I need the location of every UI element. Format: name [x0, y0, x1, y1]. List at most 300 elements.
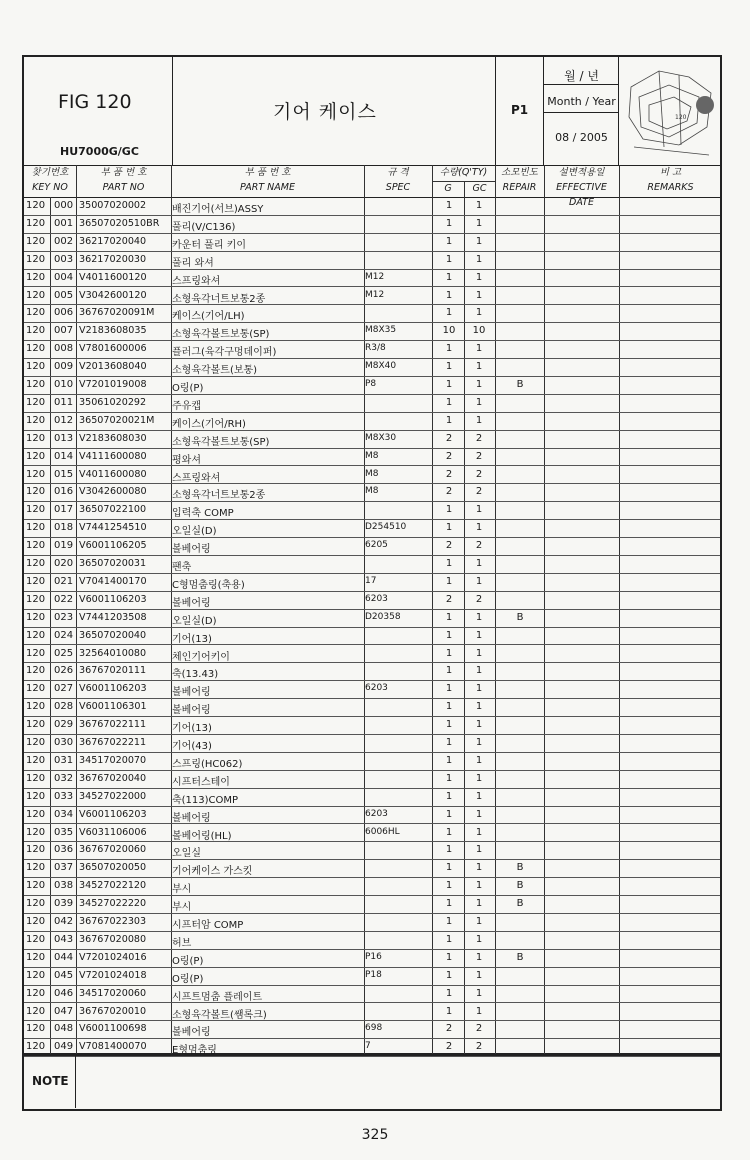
qty-g: 1: [445, 951, 453, 963]
fig-no: 120: [26, 629, 46, 641]
key-no: 034: [54, 808, 74, 820]
qty-gc: 1: [475, 253, 483, 265]
fig-cell: [24, 57, 173, 165]
qty-g: 1: [445, 772, 453, 784]
fig-no: 120: [26, 1005, 46, 1017]
table-row: [24, 716, 720, 735]
spec: M8: [365, 468, 379, 479]
table-row: [24, 877, 720, 896]
spec: P16: [365, 951, 382, 962]
key-no: 027: [54, 683, 74, 695]
table-row: [24, 662, 720, 681]
table-row: [24, 841, 720, 860]
part-name: 체인기어키이: [172, 651, 230, 663]
col-part-name: 부 품 번 호 PART NAME: [240, 167, 295, 193]
part-no: 36507020050: [79, 862, 147, 874]
qty-g: 1: [445, 414, 453, 426]
col-repair: 소모빈도 REPAIR: [501, 167, 538, 193]
fig-no: 120: [26, 540, 46, 552]
part-name: 볼베어링: [172, 812, 211, 824]
part-name: 주유캡: [172, 400, 201, 412]
qty-g: 1: [445, 647, 453, 659]
fig-no: 120: [26, 790, 46, 802]
part-no: V7041400170: [79, 575, 147, 587]
key-no: 047: [54, 1005, 74, 1017]
qty-g: 1: [445, 826, 453, 838]
key-no: 038: [54, 880, 74, 892]
part-name: 볼베어링: [172, 687, 211, 699]
qty-g: 2: [445, 593, 453, 605]
qty-g: 1: [445, 629, 453, 641]
qty-g: 2: [445, 1041, 453, 1053]
table-row: [24, 448, 720, 467]
part-name: 볼베어링(HL): [172, 830, 232, 842]
key-no: 022: [54, 593, 74, 605]
qty-g: 1: [445, 307, 453, 319]
part-name: 볼베어링: [172, 705, 211, 717]
qty-g: 1: [445, 987, 453, 999]
table-row: [24, 609, 720, 628]
part-no: V4111600080: [79, 450, 147, 462]
part-no: 36217020040: [79, 235, 147, 247]
fig-no: 120: [26, 468, 46, 480]
table-row: [24, 752, 720, 771]
table-row: [24, 824, 720, 843]
part-name: 소형육각볼트(쌤록크): [172, 1009, 267, 1021]
part-name: O링(P): [172, 973, 204, 985]
qty-g: 1: [445, 880, 453, 892]
part-name: 배진기어(서브)ASSY: [172, 204, 264, 215]
spec: M12: [365, 271, 385, 282]
part-name: 시프트멈춤 플레이트: [172, 991, 263, 1003]
qty-gc: 1: [475, 826, 483, 838]
table-row: [24, 519, 720, 538]
page-number: 325: [361, 1127, 389, 1143]
qty-g: 1: [445, 916, 453, 927]
fig-no: 120: [26, 987, 46, 999]
fig-no: 120: [26, 217, 46, 229]
qty-g: 1: [445, 200, 453, 211]
fig-no: 120: [26, 522, 46, 534]
parts-table-frame: [22, 55, 722, 1055]
part-name: 카운터 풀리 키이: [172, 239, 246, 251]
part-no: V6001100698: [79, 1023, 147, 1035]
part-no: 36767020040: [79, 772, 147, 784]
part-no: V2183608030: [79, 432, 147, 444]
fig-no: 120: [26, 253, 46, 265]
table-row: [24, 555, 720, 574]
qty-g: 2: [445, 486, 453, 498]
qty-g: 1: [445, 379, 453, 390]
table-row: [24, 913, 720, 932]
repair-code: B: [516, 898, 524, 910]
qty-gc: 1: [475, 271, 483, 283]
qty-gc: 1: [475, 647, 483, 659]
key-no: 049: [54, 1041, 74, 1053]
fig-no: 120: [26, 862, 46, 874]
model-name: HU7000G/GC: [60, 145, 139, 158]
qty-gc: 1: [475, 951, 483, 963]
qty-gc: 1: [475, 808, 483, 820]
fig-no: 120: [26, 754, 46, 766]
qty-gc: 2: [475, 432, 483, 444]
qty-g: 1: [445, 289, 453, 301]
key-no: 015: [54, 468, 74, 480]
table-row: [24, 287, 720, 306]
table-row: [24, 233, 720, 252]
fig-no: 120: [26, 235, 46, 247]
spec: 6205: [365, 540, 388, 551]
qty-gc: 1: [475, 1005, 483, 1017]
spec: M8: [365, 450, 379, 461]
part-name: 오일실: [172, 848, 201, 860]
part-name: O링(P): [172, 955, 204, 967]
qty-g: 1: [445, 1005, 453, 1017]
qty-gc: 2: [475, 486, 483, 498]
part-no: V7801600006: [79, 343, 147, 355]
table-row: [24, 322, 720, 341]
qty-gc: 1: [475, 289, 483, 301]
key-no: 010: [54, 379, 74, 390]
part-name: 소형육각볼트보통(SP): [172, 436, 270, 448]
key-no: 020: [54, 558, 74, 569]
part-no: V4011600120: [79, 271, 147, 283]
qty-gc: 2: [475, 450, 483, 462]
repair-code: B: [516, 951, 524, 963]
key-no: 016: [54, 486, 74, 498]
spec: M8X35: [365, 325, 397, 336]
month-year-cell: [544, 57, 619, 165]
key-no: 026: [54, 665, 74, 677]
table-row: [24, 806, 720, 825]
part-name: 기어케이스 가스킷: [172, 866, 253, 878]
part-name: 축(13.43): [172, 669, 219, 681]
table-row: [24, 483, 720, 502]
fig-no: 120: [26, 772, 46, 784]
fig-no: 120: [26, 593, 46, 605]
key-no: 043: [54, 933, 74, 945]
col-qty-g: G: [444, 183, 452, 194]
fig-no: 120: [26, 558, 46, 569]
note-label-cell: [24, 1056, 76, 1108]
table-row: [24, 412, 720, 431]
part-no: V6001106205: [79, 540, 147, 552]
key-no: 048: [54, 1023, 74, 1035]
part-no: 36507020021M: [79, 414, 155, 426]
qty-g: 1: [445, 933, 453, 945]
spec: M8X30: [365, 432, 397, 443]
fig-no: 120: [26, 665, 46, 677]
key-no: 008: [54, 343, 74, 355]
part-no: V7201019008: [79, 379, 147, 390]
spec: P8: [365, 379, 377, 389]
part-name: 풀리 와셔: [172, 257, 214, 269]
part-no: 36767022111: [79, 719, 147, 731]
table-row: [24, 466, 720, 485]
part-no: V6001106203: [79, 593, 147, 605]
table-row: [24, 627, 720, 646]
col-qty: 수량(Q'TY): [439, 167, 488, 178]
key-no: 005: [54, 289, 74, 301]
key-no: 028: [54, 701, 74, 713]
part-name: 소형육각볼트보통(SP): [172, 329, 270, 341]
part-name: 소형육각너트보통2종: [172, 293, 266, 305]
part-name: 축(113)COMP: [172, 794, 239, 806]
thumbnail-cell: [619, 57, 722, 165]
title-cell: [173, 57, 496, 165]
fig-no: 120: [26, 933, 46, 945]
part-name: 볼베어링: [172, 597, 211, 609]
repair-code: B: [516, 880, 524, 892]
part-name: 시프터스테이: [172, 776, 230, 788]
qty-gc: 1: [475, 898, 483, 910]
qty-gc: 1: [475, 772, 483, 784]
part-name: 풀리(V/C136): [172, 221, 236, 233]
part-name: 오일실(D): [172, 615, 217, 627]
table-row: [24, 985, 720, 1004]
fig-no: 120: [26, 432, 46, 444]
key-no: 031: [54, 754, 74, 766]
table-row: [24, 269, 720, 288]
part-no: 34517020060: [79, 987, 147, 999]
qty-g: 1: [445, 217, 453, 229]
qty-gc: 1: [475, 235, 483, 247]
qty-g: 1: [445, 898, 453, 910]
qty-g: 2: [445, 432, 453, 444]
qty-gc: 1: [475, 200, 483, 211]
fig-no: 120: [26, 701, 46, 713]
part-no: 36507020040: [79, 629, 147, 641]
key-no: 024: [54, 629, 74, 641]
spec: 7: [365, 1041, 371, 1052]
qty-gc: 1: [475, 790, 483, 802]
fig-no: 120: [26, 1023, 46, 1035]
spec: 17: [365, 575, 377, 586]
qty-gc: 1: [475, 701, 483, 713]
part-no: V6001106203: [79, 808, 147, 820]
qty-g: 1: [445, 396, 453, 408]
part-no: V7441203508: [79, 611, 147, 623]
fig-no: 120: [26, 289, 46, 301]
spec: D20358: [365, 611, 401, 622]
table-row: [24, 304, 720, 323]
fig-no: 120: [26, 916, 46, 927]
fig-no: 120: [26, 343, 46, 355]
part-name: 부시: [172, 902, 192, 914]
qty-gc: 1: [475, 916, 483, 927]
qty-gc: 1: [475, 719, 483, 731]
col-effective-date: 설변적용일 EFFECTIVE DATE: [556, 167, 607, 208]
table-row: [24, 430, 720, 449]
qty-gc: 1: [475, 880, 483, 892]
key-no: 019: [54, 540, 74, 552]
qty-g: 1: [445, 808, 453, 820]
qty-g: 1: [445, 790, 453, 802]
part-no: 34527022220: [79, 898, 147, 910]
part-name: 시프터암 COMP: [172, 920, 244, 931]
qty-g: 2: [445, 540, 453, 552]
key-no: 025: [54, 647, 74, 659]
qty-g: 1: [445, 361, 453, 373]
qty-gc: 1: [475, 307, 483, 319]
key-no: 039: [54, 898, 74, 910]
fig-no: 120: [26, 969, 46, 981]
fig-no: 120: [26, 504, 46, 516]
part-name: E형멈춤링: [172, 1045, 217, 1057]
repair-code: B: [516, 379, 524, 390]
page-label-cell: [496, 57, 544, 165]
qty-g: 1: [445, 558, 453, 569]
table-row: [24, 501, 720, 520]
key-no: 029: [54, 719, 74, 731]
table-row: [24, 376, 720, 395]
part-no: V2013608040: [79, 361, 147, 373]
part-name: 스프링와셔: [172, 275, 221, 287]
qty-gc: 2: [475, 1041, 483, 1053]
qty-gc: 1: [475, 969, 483, 981]
fig-no: 120: [26, 880, 46, 892]
key-no: 030: [54, 737, 74, 748]
part-no: 36767020091M: [79, 307, 155, 319]
fig-no: 120: [26, 325, 46, 337]
note-label: NOTE: [32, 1074, 69, 1088]
table-row: [24, 340, 720, 359]
key-no: 006: [54, 307, 74, 319]
part-name: 볼베어링: [172, 1027, 211, 1039]
part-name: 입력축 COMP: [172, 508, 234, 520]
qty-g: 1: [445, 235, 453, 247]
part-name: 기어(13): [172, 723, 212, 735]
qty-gc: 1: [475, 522, 483, 534]
key-no: 035: [54, 826, 74, 838]
key-no: 021: [54, 575, 74, 587]
part-no: 32564010080: [79, 647, 147, 659]
fig-no: 120: [26, 611, 46, 623]
fig-no: 120: [26, 396, 46, 408]
col-spec: 규 격 SPEC: [385, 167, 411, 193]
qty-g: 1: [445, 575, 453, 587]
spec: 698: [365, 1023, 383, 1034]
qty-gc: 1: [475, 611, 483, 623]
fig-no: 120: [26, 414, 46, 426]
key-no: 013: [54, 432, 74, 444]
qty-gc: 1: [475, 629, 483, 641]
fig-no: 120: [26, 719, 46, 731]
table-row: [24, 680, 720, 699]
part-name: 소형육각볼트(보통): [172, 365, 258, 377]
fig-no: 120: [26, 737, 46, 748]
part-no: V7441254510: [79, 522, 147, 534]
part-no: 36767020111: [79, 665, 147, 677]
table-row: [24, 251, 720, 270]
col-part-no: 부 품 번 호 PART NO: [100, 167, 147, 193]
qty-g: 1: [445, 522, 453, 534]
part-no: 36507020031: [79, 558, 147, 569]
qty-gc: 10: [472, 325, 486, 337]
part-no: V7201024018: [79, 969, 147, 981]
part-name: 기어(43): [172, 741, 212, 752]
table-row: [24, 197, 720, 216]
key-no: 045: [54, 969, 74, 981]
table-row: [24, 1020, 720, 1039]
page-label: P1: [511, 103, 529, 117]
part-name: 기어(13): [172, 633, 212, 645]
part-no: 35007020002: [79, 200, 147, 211]
key-no: 017: [54, 504, 74, 516]
qty-gc: 1: [475, 396, 483, 408]
month-year-en: Month / Year: [547, 95, 616, 108]
part-no: 36507020510BR: [79, 217, 160, 229]
table-row: [24, 698, 720, 717]
qty-gc: 1: [475, 665, 483, 677]
part-no: 36767022211: [79, 737, 147, 748]
key-no: 002: [54, 235, 74, 247]
table-row: [24, 770, 720, 789]
part-no: V6001106203: [79, 683, 147, 695]
part-no: 36767020010: [79, 1005, 147, 1017]
part-no: V7201024016: [79, 951, 147, 963]
table-row: [24, 394, 720, 413]
qty-gc: 1: [475, 504, 483, 516]
key-no: 001: [54, 217, 74, 229]
qty-g: 1: [445, 665, 453, 677]
part-no: 34527022120: [79, 880, 147, 892]
table-header: [24, 57, 720, 166]
month-year-ko: 월 / 년: [564, 69, 599, 83]
key-no: 033: [54, 790, 74, 802]
table-row: [24, 734, 720, 753]
part-name: 허브: [172, 937, 192, 949]
qty-g: 1: [445, 844, 453, 856]
qty-g: 1: [445, 719, 453, 731]
qty-g: 1: [445, 683, 453, 695]
repair-code: B: [516, 862, 524, 874]
table-row: [24, 573, 720, 592]
fig-no: 120: [26, 826, 46, 838]
part-no: 36767020060: [79, 844, 147, 856]
key-no: 032: [54, 772, 74, 784]
table-row: [24, 215, 720, 234]
fig-no: 120: [26, 200, 46, 211]
part-no: 35061020292: [79, 396, 147, 408]
part-no: 36507022100: [79, 504, 147, 516]
fig-no: 120: [26, 307, 46, 319]
qty-gc: 1: [475, 414, 483, 426]
table-row: [24, 358, 720, 377]
spec: M8X40: [365, 361, 397, 372]
table-row: [24, 591, 720, 610]
machine-thumbnail-icon: [619, 57, 722, 165]
table-row: [24, 895, 720, 914]
fig-no: 120: [26, 271, 46, 283]
part-name: 오일실(D): [172, 526, 217, 538]
part-no: 36217020030: [79, 253, 147, 265]
table-row: [24, 967, 720, 986]
qty-g: 2: [445, 1023, 453, 1035]
qty-g: 2: [445, 468, 453, 480]
qty-g: 1: [445, 862, 453, 874]
col-qty-gc: GC: [472, 183, 487, 194]
table-row: [24, 645, 720, 664]
fig-number: FIG 120: [58, 91, 132, 113]
fig-no: 120: [26, 808, 46, 820]
note-box: [22, 1055, 722, 1111]
part-name: 플러그(육각구멍데이퍼): [172, 347, 277, 359]
fig-no: 120: [26, 450, 46, 462]
part-name: O링(P): [172, 383, 204, 394]
part-name: C형멈춤링(축용): [172, 579, 245, 591]
part-name: 평와셔: [172, 454, 201, 466]
